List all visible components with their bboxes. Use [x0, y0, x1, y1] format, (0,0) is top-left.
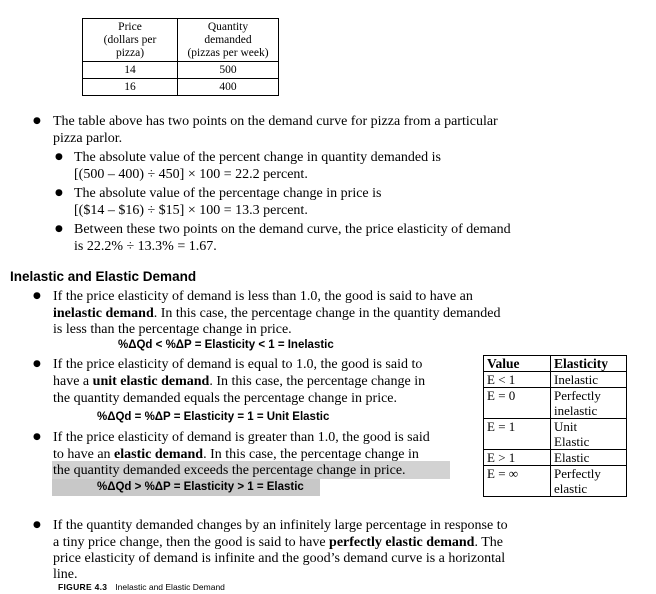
- intro-b4-l2: is 22.2% ÷ 13.3% = 1.67.: [74, 239, 217, 254]
- inelastic-l1: If the price elasticity of demand is less than 1.0, the good is said to have an: [53, 289, 473, 304]
- unit-l1: If the price elasticity of demand is equal to 1.0, the good is said to: [53, 357, 423, 372]
- table-cell: Perfectly inelastic: [551, 388, 627, 419]
- table-cell: E > 1: [484, 450, 551, 466]
- bullet-icon: ●: [33, 291, 41, 301]
- table-cell: 400: [178, 79, 279, 96]
- table-row: [83, 79, 279, 96]
- elastic-l1: If the price elasticity of demand is greater than 1.0, the good is said: [53, 430, 430, 445]
- price-quantity-table: [82, 18, 279, 96]
- table-cell: 14: [83, 62, 178, 79]
- section-heading: Inelastic and Elastic Demand: [10, 269, 197, 284]
- intro-b3-l1: The absolute value of the percentage change in price is: [74, 186, 382, 201]
- unit-formula: %ΔQd = %ΔP = Elasticity = 1 = Unit Elastic: [97, 411, 330, 423]
- perfect-l1: If the quantity demanded changes by an infinitely large percentage in response to: [53, 518, 508, 533]
- inelastic-l2-rest: . In this case, the percentage change in the quantity demanded: [153, 306, 501, 321]
- table-row: [484, 372, 627, 388]
- bullet-icon: ●: [33, 432, 41, 442]
- table-row: [484, 466, 627, 497]
- table-cell: Elastic: [551, 450, 627, 466]
- elastic-term: elastic demand: [114, 447, 204, 462]
- table-cell: Inelastic: [551, 372, 627, 388]
- inelastic-l2: [53, 305, 501, 322]
- intro-b2-l2: [(500 – 400) ÷ 450] × 100 = 22.2 percent.: [74, 167, 308, 182]
- perfect-l2: [53, 534, 503, 551]
- table-row: [484, 388, 627, 419]
- elastic-l2-pre: to have an: [53, 447, 115, 462]
- table-cell: E < 1: [484, 372, 551, 388]
- elastic-formula: %ΔQd > %ΔP = Elasticity > 1 = Elastic: [97, 481, 304, 493]
- value-header: Value: [484, 356, 551, 372]
- figure-label: FIGURE 4.3: [58, 582, 108, 592]
- bullet-icon: ●: [55, 188, 63, 198]
- elasticity-header: Elasticity: [551, 356, 627, 372]
- inelastic-term: inelastic demand: [53, 306, 154, 321]
- intro-b2-l1: The absolute value of the percent change in quantity demanded is: [74, 150, 441, 165]
- elastic-l3: the quantity demanded exceeds the percentage change in price.: [53, 463, 406, 478]
- elasticity-table: [483, 355, 627, 497]
- inelastic-formula: %ΔQd < %ΔP = Elasticity < 1 = Inelastic: [118, 339, 334, 351]
- perfect-l2-rest: . The: [474, 535, 503, 550]
- table-cell: Perfectly elastic: [551, 466, 627, 497]
- unit-term: unit elastic demand: [92, 374, 210, 389]
- intro-b3-l2: [($14 – $16) ÷ $15] × 100 = 13.3 percent.: [74, 203, 308, 218]
- bullet-icon: ●: [33, 116, 41, 126]
- intro-b1-l1: The table above has two points on the demand curve for pizza from a particular: [53, 114, 498, 129]
- perfect-l4: line.: [53, 567, 78, 582]
- unit-l2-pre: have a: [53, 374, 93, 389]
- figure-caption: [58, 582, 225, 592]
- unit-l2: [53, 373, 425, 390]
- table-cell: Unit Elastic: [551, 419, 627, 450]
- price-header: Price (dollars per pizza): [83, 19, 178, 62]
- table-cell: 500: [178, 62, 279, 79]
- table-cell: E = ∞: [484, 466, 551, 497]
- table-cell: E = 1: [484, 419, 551, 450]
- perfect-l3: price elasticity of demand is infinite and the good’s demand curve is a horizontal: [53, 551, 506, 566]
- bullet-icon: ●: [33, 520, 41, 530]
- intro-b4-l1: Between these two points on the demand curve, the price elasticity of demand: [74, 222, 511, 237]
- perfect-term: perfectly elastic demand: [329, 535, 475, 550]
- figure-title: Inelastic and Elastic Demand: [115, 582, 225, 592]
- bullet-icon: ●: [33, 359, 41, 369]
- table-cell: E = 0: [484, 388, 551, 419]
- table-cell: 16: [83, 79, 178, 96]
- perfect-l2-pre: a tiny price change, then the good is said to have: [53, 535, 330, 550]
- elastic-l2: [53, 446, 419, 463]
- table-row: [484, 450, 627, 466]
- elastic-l2-rest: . In this case, the percentage change in: [203, 447, 419, 462]
- table-row: [484, 419, 627, 450]
- quantity-header: Quantity demanded (pizzas per week): [178, 19, 279, 62]
- inelastic-l3: is less than the percentage change in price.: [53, 322, 292, 337]
- bullet-icon: ●: [55, 152, 63, 162]
- intro-b1-l2: pizza parlor.: [53, 131, 123, 146]
- unit-l2-rest: . In this case, the percentage change in: [209, 374, 426, 389]
- table-row: [83, 62, 279, 79]
- bullet-icon: ●: [55, 224, 63, 234]
- unit-l3: the quantity demanded equals the percentage change in price.: [53, 391, 398, 406]
